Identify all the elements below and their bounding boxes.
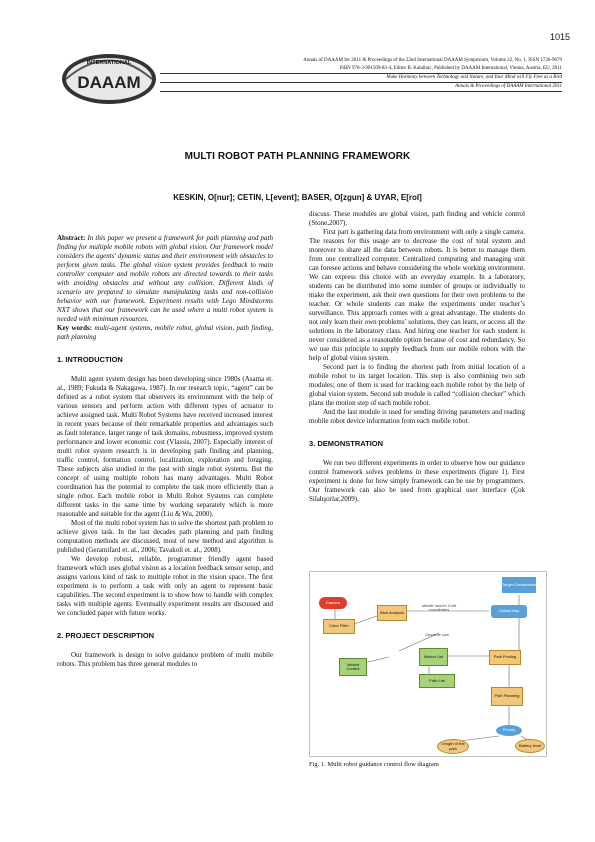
paragraph: Multi agent system design has been developing since 1980s (Asama et. al., 1989; Fukuda & Nakagawa, 1987). In our research topic, “agent” can be defined as a robot system that observers its environment with the help of various sensors and perform action with different types of actuator to achieve assigned task. Multi Robot Systems have received increased interest in recent years because of their remarkable properties and advantages such as fault tolerance, larger range of task domains, robustness, improved system performance and lower economic cost (Vlassis, 2007). Especially interest of multi robot system research is in developing path finding and planning, traffic control, formation control, localization, exploration and foraging. These subjects also studied in the past with single robot systems. But the concept of using multiple robots has many advantages. Multi Robot coordination has the potential to complete the task more efficiently than a single robot. Each mobile robot in Multi Robot Systems can complete different tasks in the same time by working separately which is more reasonable and suitable for the agent (Liu & Wu, 2000). [57,375,273,518]
journal-header [160,57,562,92]
node-path-planning: Path Planning [491,687,523,706]
node-vehicle-control: Vehicle Control [339,658,367,676]
node-camera: Camera [319,597,347,609]
header-line-2: ISBN 978-3-901509-83-4, Editor B. Katalinic, Published by DAAAM International, Vienna, Austria, EU, 2011 [339,66,562,71]
keywords-label: Key words: [57,324,93,332]
header-rule [160,91,562,92]
logo-top-text: INTERNATIONAL [86,60,132,66]
section-heading-introduction: 1. INTRODUCTION [57,355,123,364]
header-line-4: Annals & Proceedings of DAAAM International 2011 [455,84,562,89]
keywords [57,324,273,342]
paragraph: Second part is to finding the shortest path from initial location of a mobile robot to its target location. This step is also combining two sub modules; one of them is used for tracking each mobile robot by the help of global vision system. Second sub module is called “collision checker” which plans the motion step of each mobile robot. [309,363,525,407]
node-length-of-path: Length of the path [437,739,469,754]
header-line-1: Annals of DAAAM for 2011 & Proceedings of the 22nd International DAAAM Symposium, Volume 22, No. 1, ISSN 1726-9679 [303,58,562,63]
page-number: 1015 [550,32,571,42]
node-obstacle-size: Obstacle size [424,631,449,637]
keywords-text: multi-agent systems, mobile robot, global vision, path finding, path planning [57,324,274,341]
node-battery-level: Battery level [515,739,545,753]
node-priority: Priority [496,725,522,736]
paragraph: First part is gathering data from environment with only a single camera. The reasons for this usage are to decrease the cost of total system and moreover to share all the data between robots. It is better to manage them from one centralized computer. Centralized computing and managing unit can foresee actions and behave considering the whole working environment. We can express this choice with an everyday example. In a laboratory, students can be distributed into some number of groups or individually to make the experiment, ask their own questions for their own problems to the teacher. Or whole students can make the experiments under teacher’s surveillance. This approach comes with a great advantage. The students do not only learn their own problems’ solutions, they can learn, or access all the solutions in the laboratory class. And hiring one teacher for each student is never considered as a reasonable option because of cost and redundancy. So we use this principle to supply feedback from our mobile robots with the help of global vision system. [309,228,525,362]
figure-caption: Fig. 1. Multi robot guidance control flow diagram [309,761,439,768]
header-line-3: Make Harmony between Technology and Nature, and Your Mind will Fly Free as a Bird [386,75,562,80]
node-target-coordinates: Target Coordinates [502,577,536,593]
node-blob-analysis: Blob Analysis [377,605,407,621]
node-global-map: Global Map [491,605,527,618]
abstract-label: Abstract: [57,234,86,242]
paragraph: We run two different experiments in order to observe how our guidance control framework solves problems in these experiments (figure 1). First experiment is done for how simply framework can be use by programmers. Our framework can also be used from graphical user interface (Çok Silahşorlar,2009). [309,459,525,503]
paper-title: MULTI ROBOT PATH PLANNING FRAMEWORK [184,151,411,162]
node-path-finding: Path Finding [489,650,521,665]
right-column [309,210,525,504]
node-color-filter: Color Filter [323,619,355,634]
node-path-list: Path List [419,674,455,688]
paper-authors: KESKIN, O[nur]; CETIN, L[event]; BASER, O[zgun] & UYAR, E[rol] [173,193,422,202]
paragraph: We develop robust, reliable, programmer friendly agent based framework which uses global vision as a location feedback sensor setup, and assigns various kind of task to multiple robot in the vision space. The first experiment is to perform a task with only an agent to represent basic capabilities. The second experiment is to show how to handle with complex tasks with multiple agents. Eventually experiment results are discussed and we concluded paper with future works. [57,555,273,617]
left-column [57,234,273,669]
flow-diagram-figure [309,571,547,757]
node-motion-list: Motion List [419,648,448,666]
section-heading-project-description: 2. PROJECT DESCRIPTION [57,631,155,640]
paragraph: And the last module is used for sending driving parameters and reading mobile robot device information from each mobile robot. [309,408,525,425]
daaam-logo [58,48,160,110]
paragraph: Our framework is design to solve guidance problem of multi mobile robots. This problem has three general modules to [57,651,273,668]
logo-main-text: DAAAM [77,73,141,92]
paragraph: discuss. These modules are global vision, path finding and vehicle control (Stone,2007). [309,210,525,227]
node-robot-coordinates: Mobile robot's CoM coordinates [421,602,457,612]
section-heading-demonstration: 3. DEMONSTRATION [309,439,384,448]
paragraph: Most of the multi robot system has to solve the shortest path problem to achieve given task. In the last decades path planning and path finding computation methods are discussed, most of new method and algorithm is published (Geramifard et. al., 2006; Tavakoli et. al., 2008). [57,519,273,554]
abstract-text: In this paper we present a framework for path planning and path finding for multiple mobile robots with global vision. Our framework model considers the agents' dynamic status and their environment with obstacles to perform given tasks. The global vision system provides feedback to main controller computer and mobile robots are directed towards to their tasks with avoiding obstacles and without any collision. Different kinds of scenario are prepared to simulate manipulating tasks and non-collision behavior with our framework. Experiment results with Lego Mindstorms NXT shows that our framework can be used where a multi robot system is needed with minimum resources. [57,234,273,323]
abstract [57,234,273,324]
